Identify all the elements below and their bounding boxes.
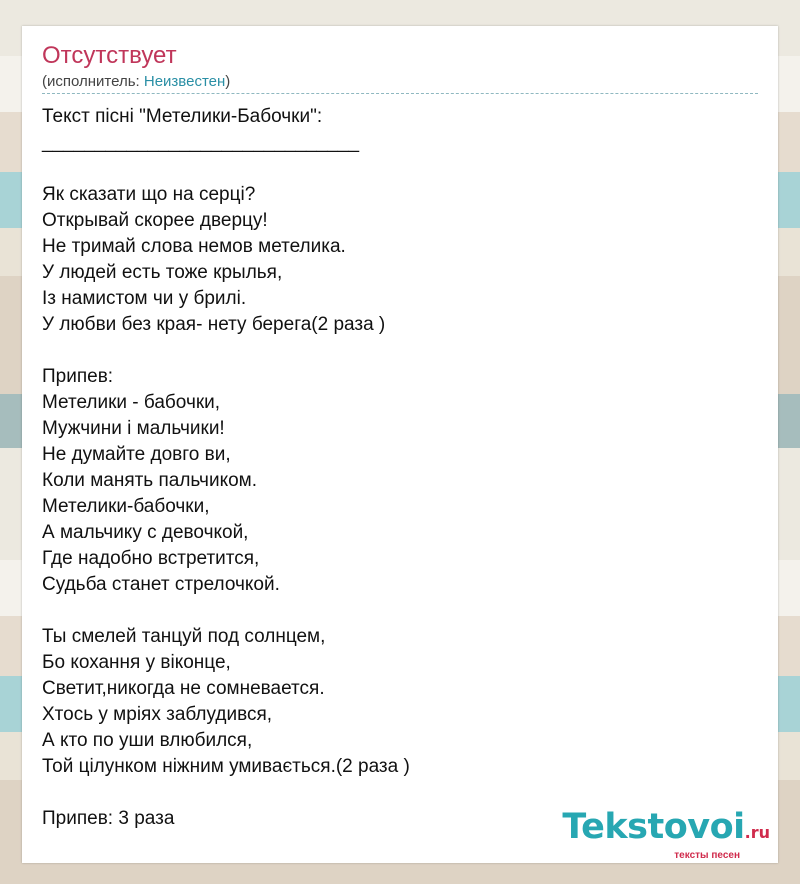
lyric-line: Где надобно встретится, bbox=[42, 548, 260, 569]
lyric-line: Судьба станет стрелочкой. bbox=[42, 574, 280, 595]
lyric-line: Открывай скорее дверцу! bbox=[42, 210, 268, 231]
performer-line bbox=[42, 73, 230, 90]
lyrics-card bbox=[22, 26, 778, 863]
lyric-line: Бо кохання у віконце, bbox=[42, 652, 231, 673]
lyric-line: Мужчини і мальчики! bbox=[42, 418, 225, 439]
lyric-line: Не тримай слова немов метелика. bbox=[42, 236, 346, 257]
performer-link[interactable]: Неизвестен bbox=[143, 73, 226, 90]
lyric-line: Метелики - бабочки, bbox=[42, 392, 221, 413]
header-divider bbox=[42, 93, 758, 94]
song-title: Отсутствует bbox=[42, 42, 177, 69]
lyric-line: ______________________________ bbox=[42, 132, 360, 153]
logo-wordmark: Tekstovoi bbox=[562, 807, 745, 847]
lyric-line: Той цілунком ніжним умивається.(2 раза ) bbox=[42, 756, 410, 777]
lyric-line bbox=[42, 156, 742, 182]
lyric-line: У людей есть тоже крылья, bbox=[42, 262, 283, 283]
logo-domain: .ru bbox=[744, 823, 770, 842]
performer-suffix: ) bbox=[225, 73, 231, 90]
logo-tagline: тексты песен bbox=[674, 850, 740, 861]
lyric-line: Як сказати що на серці? bbox=[42, 184, 256, 205]
lyric-line: Светит,никогда не сомневается. bbox=[42, 678, 325, 699]
lyric-line: Припев: 3 раза bbox=[42, 808, 175, 829]
lyric-line: Із намистом чи у брилі. bbox=[42, 288, 247, 309]
lyric-line: Ты смелей танцуй под солнцем, bbox=[42, 626, 326, 647]
lyric-line: Метелики-бабочки, bbox=[42, 496, 210, 517]
lyric-line bbox=[42, 598, 742, 624]
lyric-line bbox=[42, 780, 742, 806]
lyric-line: А кто по уши влюбился, bbox=[42, 730, 253, 751]
lyric-line bbox=[42, 338, 742, 364]
site-logo[interactable] bbox=[562, 809, 770, 861]
lyrics-text bbox=[42, 104, 742, 832]
lyric-line: У любви без края- нету берега(2 раза ) bbox=[42, 314, 386, 335]
lyric-line: Текст пісні "Метелики-Бабочки": bbox=[42, 106, 323, 127]
lyric-line: Припев: bbox=[42, 366, 114, 387]
lyric-line: Коли манять пальчиком. bbox=[42, 470, 258, 491]
performer-prefix: (исполнитель: bbox=[42, 73, 144, 90]
lyric-line: Хтось у мріях заблудився, bbox=[42, 704, 273, 725]
lyric-line: А мальчику с девочкой, bbox=[42, 522, 249, 543]
lyric-line: Не думайте довго ви, bbox=[42, 444, 231, 465]
